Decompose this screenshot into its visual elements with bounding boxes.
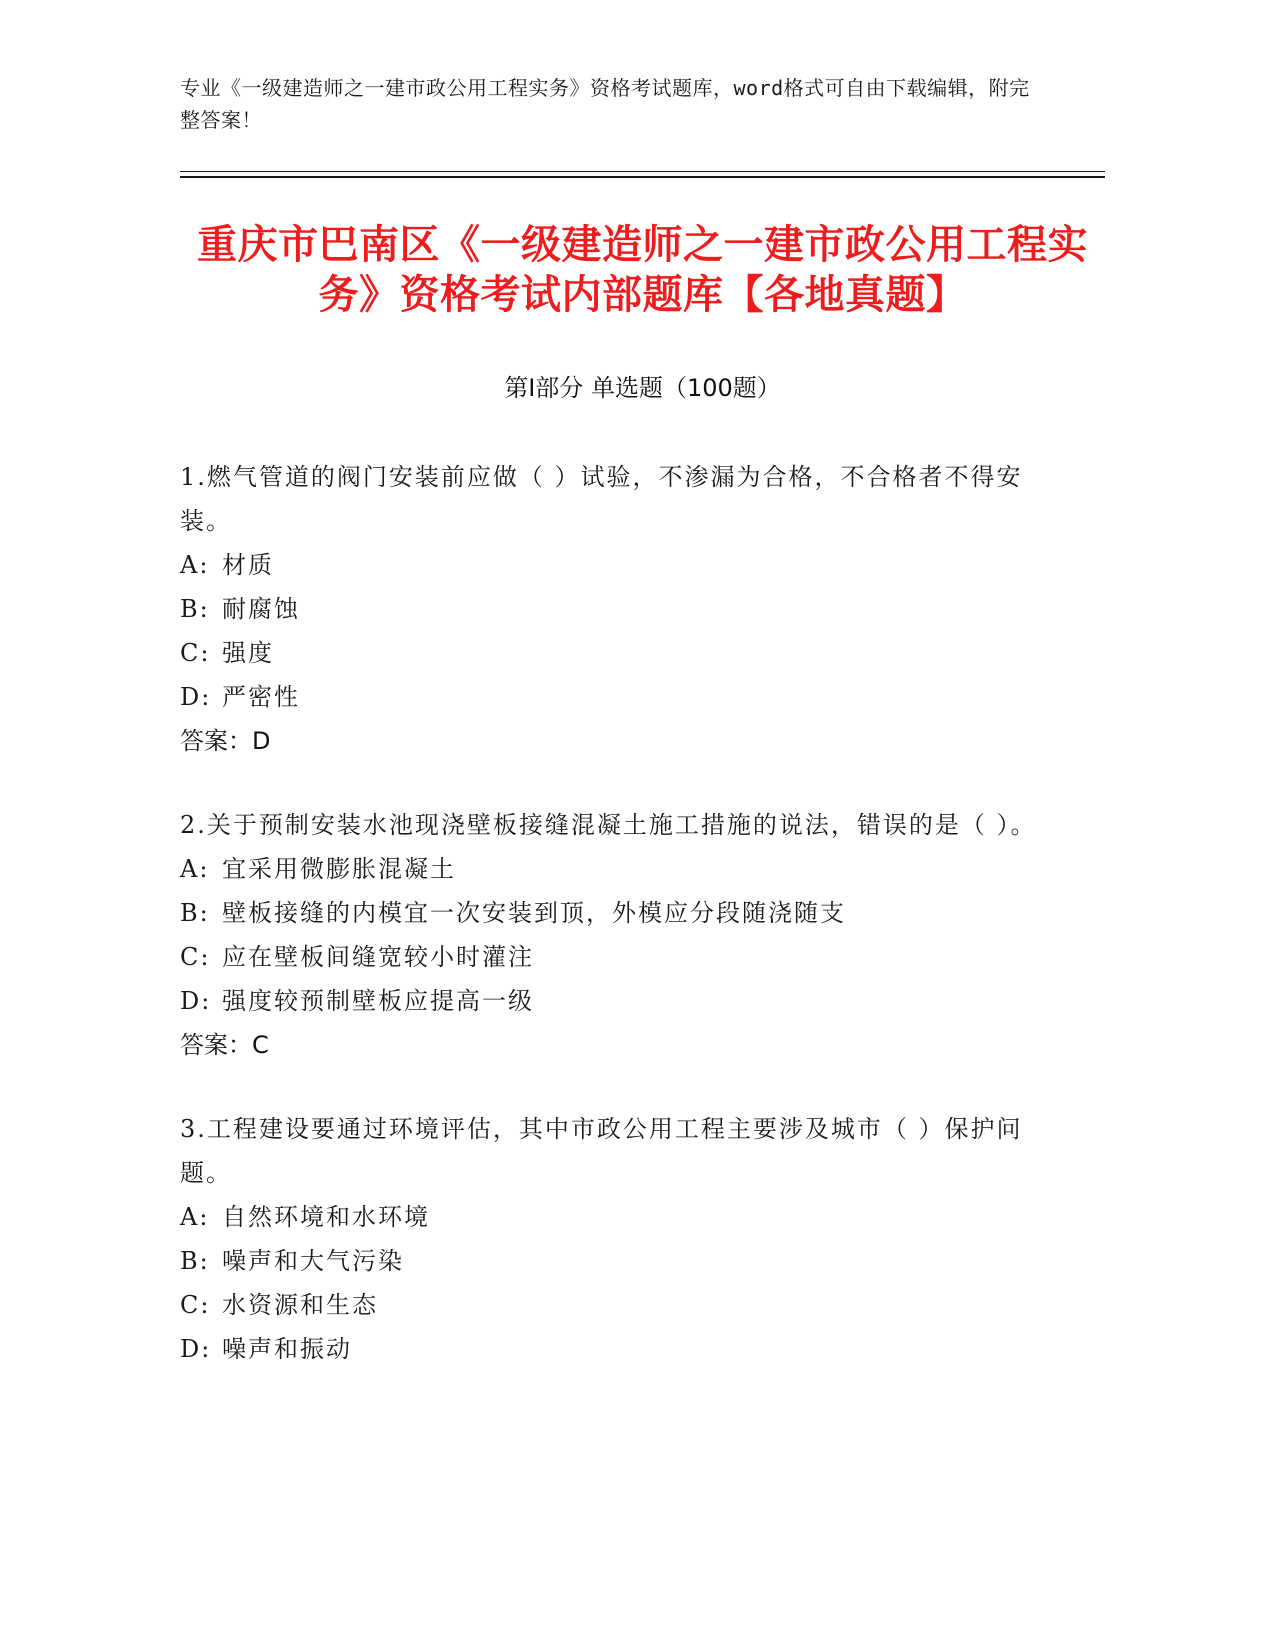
question-stem: 2.关于预制安装水池现浇壁板接缝混凝土施工措施的说法，错误的是（ ）。 (180, 811, 1037, 839)
answer-line: 答案：C (180, 1031, 269, 1059)
option-text: 耐腐蚀 (222, 595, 300, 623)
option-letter: D: (180, 1335, 212, 1363)
option-c (180, 935, 1040, 979)
header-divider-thin (180, 171, 1105, 172)
answer-line: 答案：D (180, 727, 271, 755)
option-letter: B: (180, 899, 210, 927)
option-c (180, 631, 1040, 675)
option-text: 宜采用微膨胀混凝土 (222, 855, 456, 883)
header-note: 专业《一级建造师之一建市政公用工程实务》资格考试题库，word格式可自由下载编辑，附完整答案！ (180, 76, 1030, 132)
question-stem: 1.燃气管道的阀门安装前应做（ ）试验，不渗漏为合格，不合格者不得安装。 (180, 463, 1023, 535)
option-text: 应在壁板间缝宽较小时灌注 (222, 943, 534, 971)
question-list (180, 455, 1040, 1411)
option-c (180, 1283, 1040, 1327)
option-letter: D: (180, 987, 212, 1015)
document-title: 重庆市巴南区《一级建造师之一建市政公用工程实务》资格考试内部题库【各地真题】 (197, 222, 1088, 318)
section-heading: 第Ⅰ部分 单选题（100题） (504, 374, 781, 402)
option-b (180, 1239, 1040, 1283)
option-a (180, 1195, 1040, 1239)
option-d (180, 675, 1040, 719)
option-text: 壁板接缝的内模宜一次安装到顶，外模应分段随浇随支 (222, 899, 846, 927)
option-letter: A: (180, 551, 210, 579)
question-2 (180, 803, 1040, 1067)
option-letter: D: (180, 683, 212, 711)
option-text: 强度 (222, 639, 274, 667)
header-divider-thick (180, 176, 1105, 178)
option-a (180, 847, 1040, 891)
question-stem: 3.工程建设要通过环境评估，其中市政公用工程主要涉及城市（ ）保护问题。 (180, 1115, 1023, 1187)
question-3 (180, 1107, 1040, 1371)
option-text: 严密性 (222, 683, 300, 711)
option-d (180, 979, 1040, 1023)
option-d (180, 1327, 1040, 1371)
question-1 (180, 455, 1040, 763)
option-a (180, 543, 1040, 587)
option-text: 强度较预制壁板应提高一级 (222, 987, 534, 1015)
option-text: 自然环境和水环境 (222, 1203, 430, 1231)
option-letter: C: (180, 943, 211, 971)
option-letter: B: (180, 1247, 210, 1275)
option-letter: C: (180, 639, 211, 667)
option-b (180, 891, 1040, 935)
option-letter: A: (180, 1203, 210, 1231)
option-letter: C: (180, 1291, 211, 1319)
option-letter: B: (180, 595, 210, 623)
option-text: 噪声和振动 (222, 1335, 352, 1363)
option-text: 材质 (222, 551, 274, 579)
option-b (180, 587, 1040, 631)
option-text: 噪声和大气污染 (222, 1247, 404, 1275)
option-letter: A: (180, 855, 210, 883)
option-text: 水资源和生态 (222, 1291, 378, 1319)
